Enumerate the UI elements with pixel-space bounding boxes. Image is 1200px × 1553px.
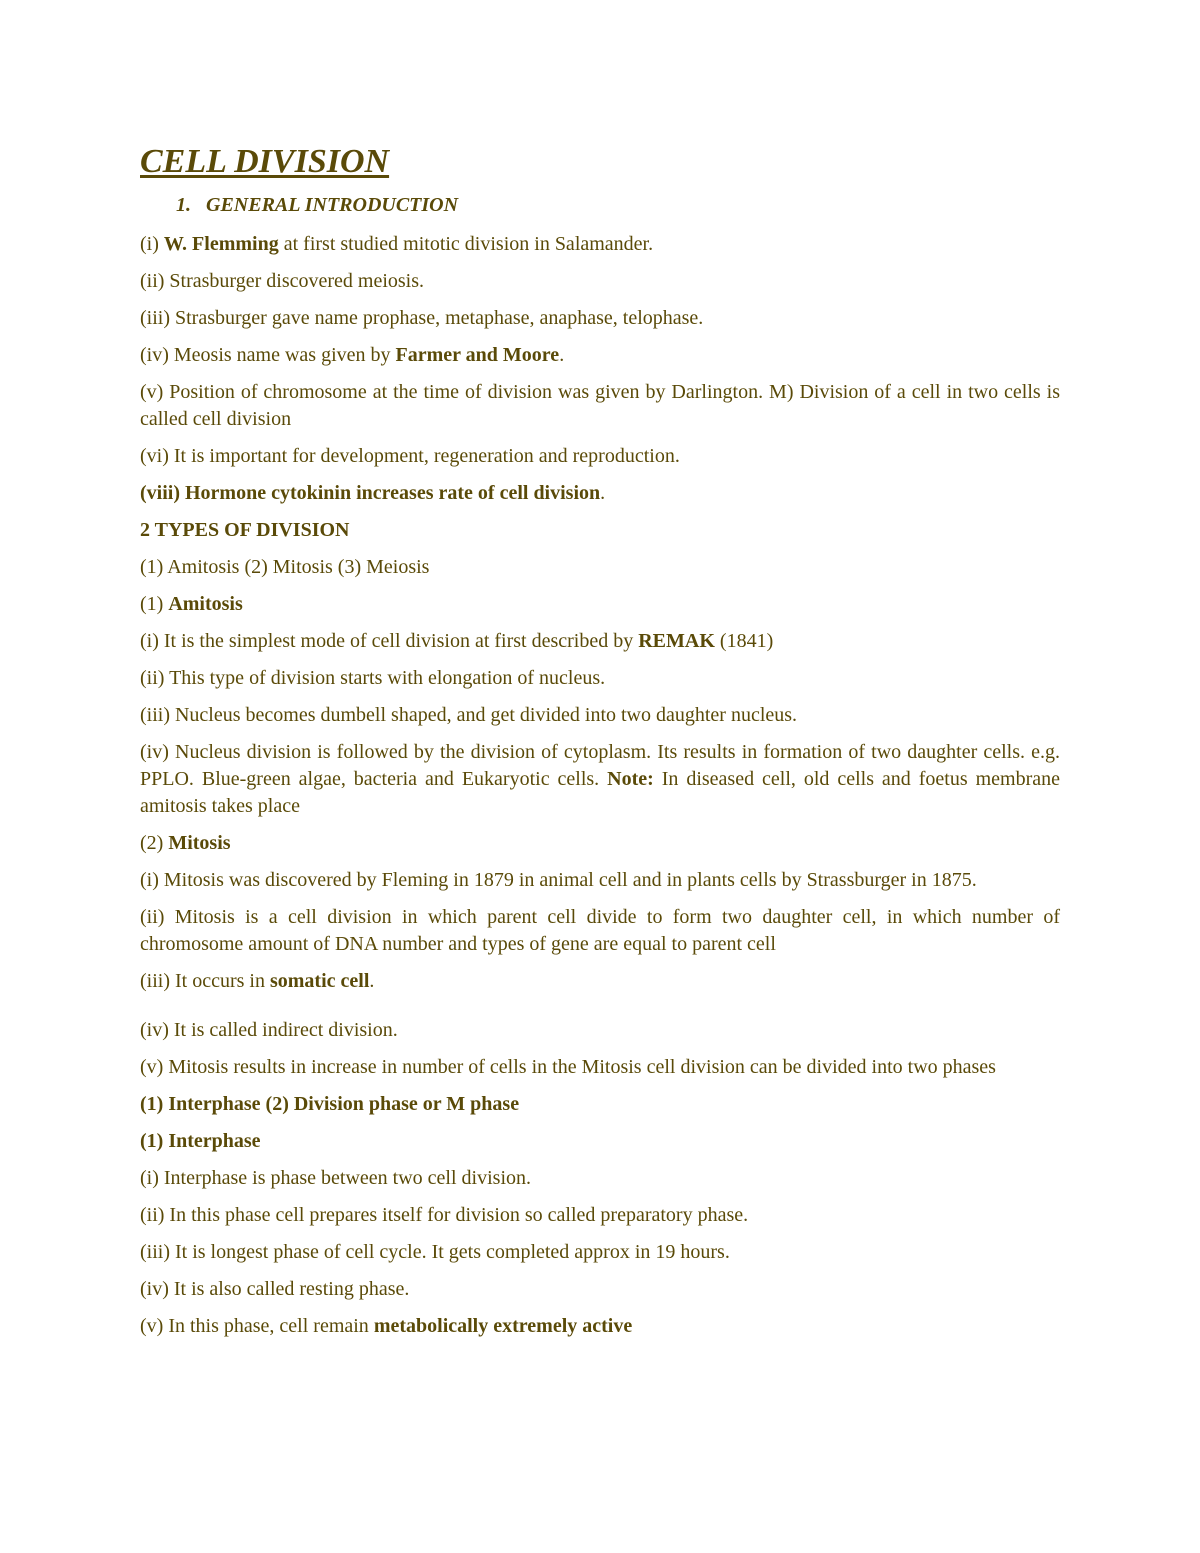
intro-paragraph-5: (v) Position of chromosome at the time of division was given by Darlington. M) Division of a cell in two cells is called cell division: [140, 381, 1060, 430]
types-heading: 2 TYPES OF DIVISION: [140, 519, 350, 541]
interphase-heading: (1) Interphase: [140, 1130, 261, 1152]
amitosis-paragraph-4: (iv) Nucleus division is followed by the division of cytoplasm. Its results in formation of two daughter cells. e.g. PPLO. Blue-green algae, bacteria and Eukaryotic cells. Note: In diseased cell, old cells and foetus membrane amitosis takes place: [140, 741, 1060, 817]
mitosis-paragraph-3: (iii) It occurs in somatic cell.: [140, 970, 375, 992]
mitosis-heading: (2) Mitosis: [140, 832, 231, 854]
section-heading-general-introduction: [140, 192, 1060, 219]
interphase-paragraph-1: (i) Interphase is phase between two cell division.: [140, 1167, 531, 1189]
amitosis-heading: (1) Amitosis: [140, 593, 243, 615]
interphase-paragraph-2: (ii) In this phase cell prepares itself for division so called preparatory phase.: [140, 1204, 749, 1226]
intro-paragraph-6: (vi) It is important for development, regeneration and reproduction.: [140, 445, 680, 467]
mitosis-paragraph-5: (v) Mitosis results in increase in number of cells in the Mitosis cell division can be divided into two phases: [140, 1056, 996, 1078]
intro-paragraph-2: (ii) Strasburger discovered meiosis.: [140, 270, 425, 292]
page-title: CELL DIVISION: [140, 143, 390, 180]
interphase-paragraph-4: (iv) It is also called resting phase.: [140, 1278, 410, 1300]
amitosis-paragraph-1: (i) It is the simplest mode of cell division at first described by REMAK (1841): [140, 630, 774, 652]
section-heading-text: GENERAL INTRODUCTION: [206, 194, 459, 216]
intro-paragraph-1: (i) W. Flemming at first studied mitotic division in Salamander.: [140, 233, 654, 255]
mitosis-paragraph-4: (iv) It is called indirect division.: [140, 1019, 398, 1041]
amitosis-paragraph-2: (ii) This type of division starts with elongation of nucleus.: [140, 667, 606, 689]
types-list: (1) Amitosis (2) Mitosis (3) Meiosis: [140, 556, 430, 578]
intro-paragraph-7: (viii) Hormone cytokinin increases rate of cell division.: [140, 482, 606, 504]
interphase-paragraph-5: (v) In this phase, cell remain metabolically extremely active: [140, 1315, 633, 1337]
section-number: 1.: [176, 194, 191, 216]
mitosis-paragraph-2: (ii) Mitosis is a cell division in which parent cell divide to form two daughter cell, in which number of chromosome amount of DNA number and types of gene are equal to parent cell: [140, 906, 1060, 955]
interphase-paragraph-3: (iii) It is longest phase of cell cycle. It gets completed approx in 19 hours.: [140, 1241, 730, 1263]
intro-paragraph-3: (iii) Strasburger gave name prophase, metaphase, anaphase, telophase.: [140, 307, 704, 329]
phases-heading: (1) Interphase (2) Division phase or M phase: [140, 1093, 520, 1115]
intro-paragraph-4: (iv) Meosis name was given by Farmer and Moore.: [140, 344, 565, 366]
mitosis-paragraph-1: (i) Mitosis was discovered by Fleming in 1879 in animal cell and in plants cells by Strassburger in 1875.: [140, 869, 977, 891]
amitosis-paragraph-3: (iii) Nucleus becomes dumbell shaped, and get divided into two daughter nucleus.: [140, 704, 798, 726]
document-page: [140, 140, 1060, 1350]
